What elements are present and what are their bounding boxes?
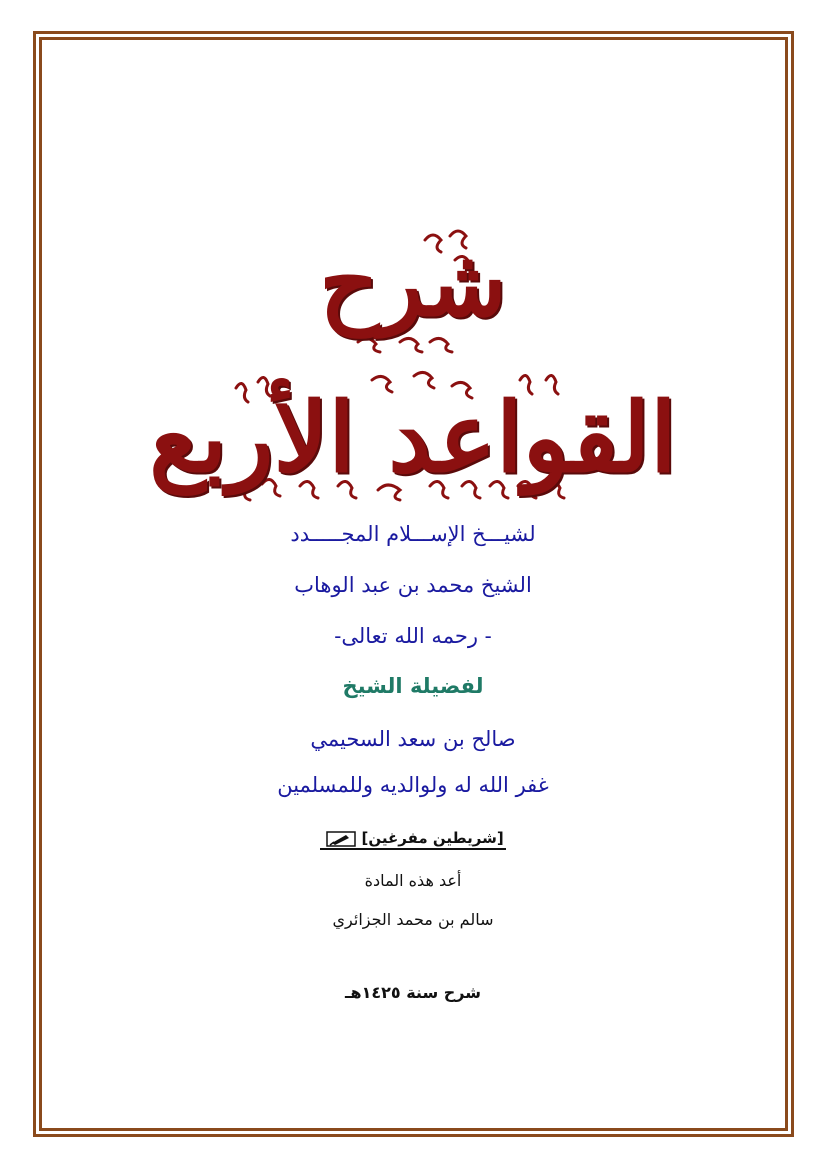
commentator-name: صالح بن سعد السحيمي [310,727,516,751]
author-prayer: - رحمه الله تعالى- [334,624,492,648]
source-label-text: [شريطين مفرغين] [361,829,504,847]
commentator-label: لفضيلة الشيخ [342,674,484,698]
title-line-2: القواعد الأربع [149,381,677,494]
author-name: الشيخ محمد بن عبد الوهاب [294,573,532,597]
prepared-by-label: أعد هذه المادة [364,871,462,890]
source-label [320,829,505,850]
date-line: شرح سنة ١٤٢٥هـ [345,983,481,1002]
title-line-1: شرح [319,229,507,337]
prepared-by-name: سالم بن محمد الجزائري [332,910,494,929]
author-intro: لشيـــخ الإســـلام المجـــــدد [290,522,536,546]
pen-icon [326,830,356,848]
source-line [0,828,826,850]
commentator-prayer: غفر الله له ولوالديه وللمسلمين [277,773,549,797]
